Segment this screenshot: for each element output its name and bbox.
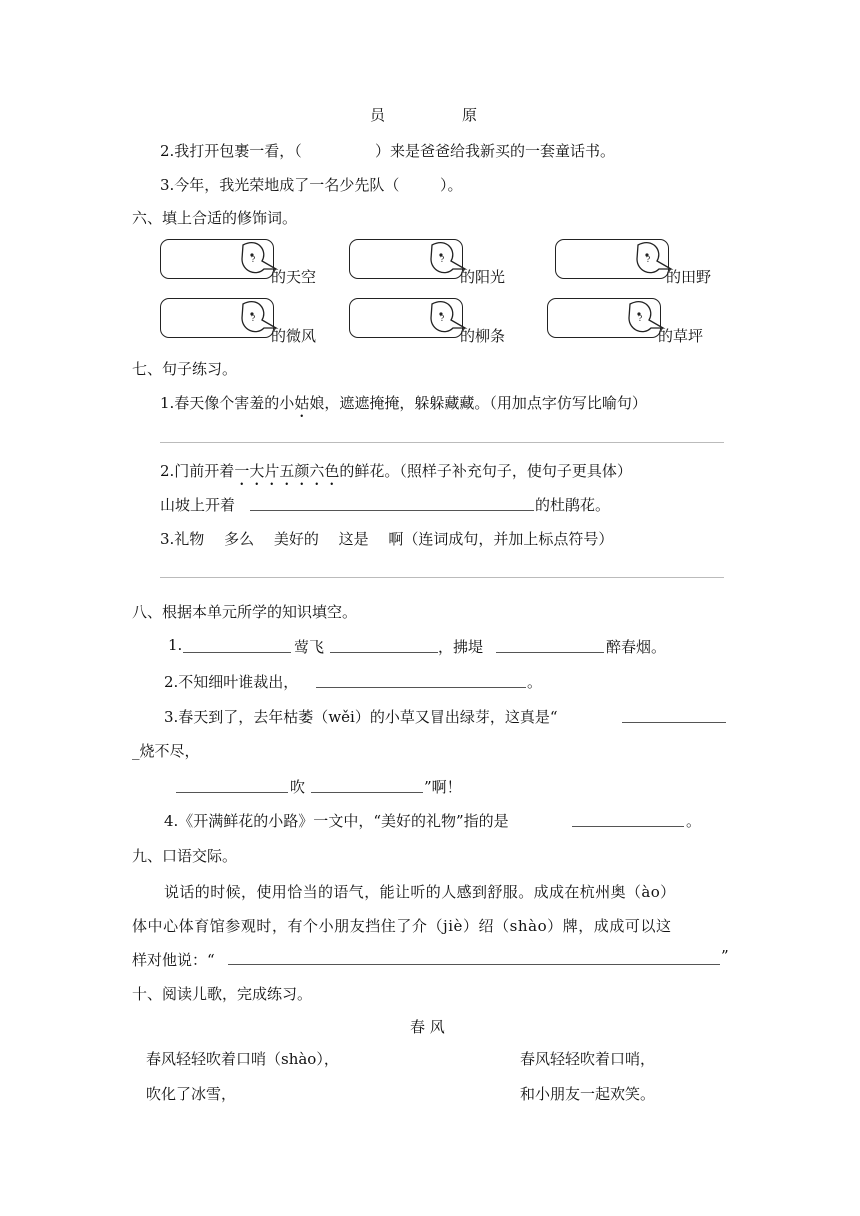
section-8-title: 八、根据本单元所学的知识填空。 bbox=[132, 603, 358, 621]
answer-bubble-6[interactable] bbox=[547, 298, 669, 338]
svg-text:?: ? bbox=[646, 255, 651, 264]
svg-text:?: ? bbox=[440, 255, 445, 264]
s8-q3-text-2: _烧不尽， bbox=[132, 742, 200, 760]
s8-q1-blank-2[interactable] bbox=[330, 652, 438, 653]
s9-paragraph-line-2: 体中心体育馆参观时，有个小朋友挡住了介（jiè）绍（shào）牌，成成可以这 bbox=[132, 917, 672, 935]
top-char-2: 原 bbox=[462, 106, 478, 124]
s7-q2-pre: 2.门前开着 bbox=[160, 462, 235, 480]
s7-q3-answer-line[interactable] bbox=[160, 577, 724, 578]
section-7-title: 七、句子练习。 bbox=[132, 360, 238, 378]
answer-bubble-2[interactable] bbox=[349, 239, 471, 279]
s8-q2-text: 2.不知细叶谁裁出， bbox=[164, 673, 299, 691]
section-10-title: 十、阅读儿歌，完成练习。 bbox=[132, 985, 313, 1003]
answer-bubble-1[interactable] bbox=[160, 239, 282, 279]
svg-text:?: ? bbox=[251, 314, 256, 323]
s7-q1-post: 娘，遮遮掩掩，躲躲藏藏。（用加点字仿写比喻句） bbox=[309, 394, 647, 412]
s9-answer-blank[interactable] bbox=[228, 964, 720, 965]
s9-paragraph-line-1: 说话的时候，使用恰当的语气，能让听的人感到舒服。成成在杭州奥（ào） bbox=[164, 883, 676, 901]
s7-q1-pre: 1.春天像个害羞的小 bbox=[160, 394, 295, 412]
answer-bubble-3[interactable] bbox=[555, 239, 677, 279]
s7-q2-post: 的鲜花。（照样子补充句子，使句子更具体） bbox=[339, 462, 632, 480]
s9-close-quote: ” bbox=[721, 947, 729, 965]
s7-q2-dotted: 一大片五颜六色 bbox=[234, 462, 340, 480]
s8-q3-text: 3.春天到了，去年枯萎（wěi）的小草又冒出绿芽，这真是“ bbox=[164, 708, 558, 726]
modifier-word-3: 的田野 bbox=[666, 268, 712, 286]
s8-q4-blank[interactable] bbox=[572, 826, 684, 827]
s5-q2-pre: 2.我打开包裹一看，（ bbox=[160, 142, 302, 160]
s8-q3-text-3: 吹 bbox=[290, 778, 306, 796]
s8-q4-text: 4.《开满鲜花的小路》一文中，“美好的礼物”指的是 bbox=[164, 812, 509, 830]
s7-q2-fill-pre: 山坡上开着 bbox=[160, 496, 236, 514]
svg-text:?: ? bbox=[251, 255, 256, 264]
modifier-word-2: 的阳光 bbox=[460, 268, 506, 286]
s7-q3: 3.礼物 多么 美好的 这是 啊（连词成句，并加上标点符号） bbox=[160, 530, 614, 548]
s8-q1-blank-3[interactable] bbox=[496, 652, 604, 653]
poem-left-line-1: 春风轻轻吹着口哨（shào）， bbox=[146, 1050, 339, 1068]
s7-q1-dotted: 姑 bbox=[294, 394, 310, 412]
s8-q3-blank-3[interactable] bbox=[311, 792, 423, 793]
poem-title: 春 风 bbox=[410, 1018, 445, 1036]
s7-q2-fill-post: 的杜鹃花。 bbox=[535, 496, 611, 514]
modifier-word-6: 的草坪 bbox=[658, 327, 704, 345]
s7-q2-blank[interactable] bbox=[250, 510, 534, 511]
s8-q2-end: 。 bbox=[527, 673, 543, 691]
s8-q1-blank-1[interactable] bbox=[183, 652, 291, 653]
s5-q3-post: ）。 bbox=[440, 176, 463, 194]
section-6-title: 六、填上合适的修饰词。 bbox=[132, 209, 298, 227]
s8-q1-text-2: ，拂堤 bbox=[438, 638, 484, 656]
s7-q1-answer-line[interactable] bbox=[160, 442, 724, 443]
s8-q4-end: 。 bbox=[686, 812, 702, 830]
s8-q3-blank-2[interactable] bbox=[176, 792, 288, 793]
s8-q1-num: 1. bbox=[168, 636, 183, 654]
modifier-word-5: 的柳条 bbox=[460, 327, 506, 345]
section-9-title: 九、口语交际。 bbox=[132, 847, 238, 865]
s8-q3-text-4: ”啊！ bbox=[424, 778, 462, 796]
s8-q1-text-1: 莺飞 bbox=[294, 638, 325, 656]
s7-q1 bbox=[160, 392, 647, 421]
s8-q2-blank[interactable] bbox=[316, 687, 526, 688]
answer-bubble-5[interactable] bbox=[349, 298, 471, 338]
s5-q2-post: ）来是爸爸给我新买的一套童话书。 bbox=[375, 142, 616, 160]
svg-text:?: ? bbox=[638, 314, 643, 323]
s7-q2 bbox=[160, 460, 632, 489]
answer-bubble-4[interactable] bbox=[160, 298, 282, 338]
modifier-word-1: 的天空 bbox=[271, 268, 317, 286]
poem-right-line-1: 春风轻轻吹着口哨， bbox=[520, 1050, 656, 1068]
s8-q1-text-3: 醉春烟。 bbox=[606, 638, 667, 656]
poem-left-line-2: 吹化了冰雪， bbox=[146, 1085, 237, 1103]
s8-q3-blank-1[interactable] bbox=[622, 722, 726, 723]
s9-paragraph-line-3: 样对他说：“ bbox=[132, 951, 215, 969]
top-char-1: 员 bbox=[370, 106, 386, 124]
s5-q3-pre: 3.今年，我光荣地成了一名少先队（ bbox=[160, 176, 400, 194]
modifier-word-4: 的微风 bbox=[271, 327, 317, 345]
poem-right-line-2: 和小朋友一起欢笑。 bbox=[520, 1085, 656, 1103]
svg-text:?: ? bbox=[440, 314, 445, 323]
